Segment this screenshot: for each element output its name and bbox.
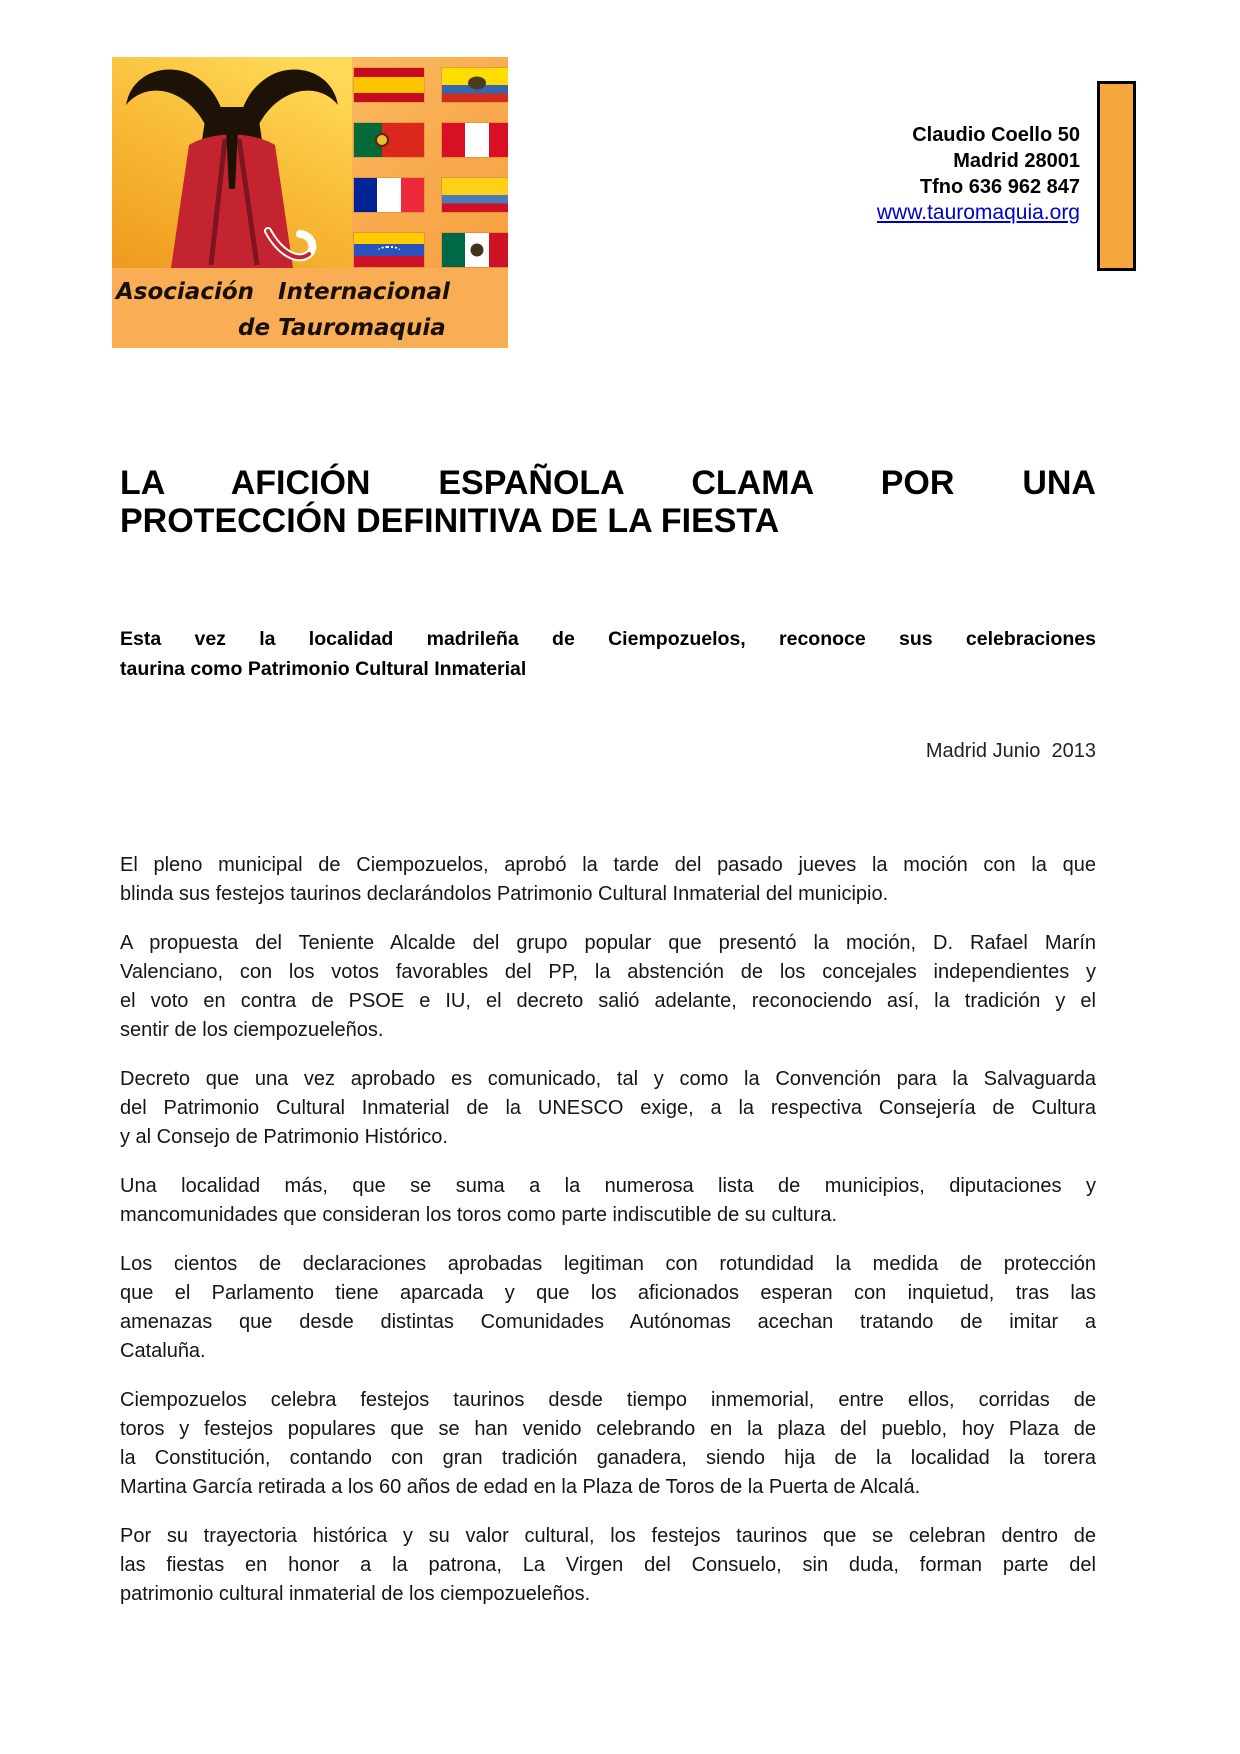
paragraph-line: que el Parlamento tiene aparcada y que los aficionados esperan con inquietud, tras las: [120, 1282, 1096, 1304]
paragraph-line: A propuesta del Teniente Alcalde del grupo popular que presentó la moción, D. Rafael Marín: [120, 932, 1096, 954]
paragraph: [120, 1250, 1096, 1366]
body-paragraphs: [120, 851, 1096, 1629]
paragraph-line: el voto en contra de PSOE e IU, el decreto salió adelante, reconociendo así, la tradición y el: [120, 990, 1096, 1012]
bull-cape-logo: [112, 57, 352, 268]
paragraph-line: El pleno municipal de Ciempozuelos, aprobó la tarde del pasado jueves la moción con la que: [120, 854, 1096, 876]
paragraph-line: Por su trayectoria histórica y su valor cultural, los festejos taurinos que se celebran dentro de: [120, 1525, 1096, 1547]
org-name-line2: de Tauromaquia: [238, 315, 446, 341]
bull-icon: [112, 57, 352, 268]
paragraph-line: Una localidad más, que se suma a la numerosa lista de municipios, diputaciones y: [120, 1175, 1096, 1197]
dateline: Madrid Junio 2013: [925, 740, 1096, 762]
title-line1: LA AFICIÓN ESPAÑOLA CLAMA POR UNA: [120, 464, 1096, 502]
paragraph-line: la Constitución, contando con gran tradición ganadera, siendo hija de la localidad la torera: [120, 1447, 1096, 1469]
paragraph-line: sentir de los ciempozueleños.: [120, 1019, 384, 1041]
paragraph-line: blinda sus festejos taurinos declarándolos Patrimonio Cultural Inmaterial del municipio.: [120, 883, 889, 905]
paragraph-line: Martina García retirada a los 60 años de edad en la Plaza de Toros de la Puerta de Alcalá.: [120, 1476, 921, 1498]
logo-image: [112, 57, 508, 268]
contact-phone: Tfno 636 962 847: [919, 176, 1080, 198]
paragraph-line: del Patrimonio Cultural Inmaterial de la UNESCO exige, a la respectiva Consejería de Cultura: [120, 1097, 1096, 1119]
paragraph-line: toros y festejos populares que se han venido celebrando en la plaza del pueblo, hoy Plaza de: [120, 1418, 1096, 1440]
mexico-flag-icon: [442, 233, 508, 267]
title-line2: PROTECCIÓN DEFINITIVA DE LA FIESTA: [120, 502, 780, 540]
portugal-flag-icon: [354, 123, 424, 157]
peru-flag-icon: [442, 123, 508, 157]
paragraph: [120, 1172, 1096, 1230]
venezuela-flag-icon: [354, 233, 424, 267]
association-logo: [112, 57, 508, 348]
org-name-line1: Asociación Internacional: [116, 279, 450, 305]
paragraph-line: patrimonio cultural inmaterial de los ciempozueleños.: [120, 1583, 591, 1605]
paragraph-line: Los cientos de declaraciones aprobadas legitiman con rotundidad la medida de protección: [120, 1253, 1096, 1275]
accent-bar: [1097, 81, 1136, 271]
paragraph: [120, 929, 1096, 1045]
paragraph-line: mancomunidades que consideran los toros como parte indiscutible de su cultura.: [120, 1204, 838, 1226]
paragraph-line: las fiestas en honor a la patrona, La Virgen del Consuelo, sin duda, forman parte del: [120, 1554, 1096, 1576]
paragraph-line: Valenciano, con los votos favorables del PP, la abstención de los concejales independientes y: [120, 961, 1096, 983]
paragraph-line: y al Consejo de Patrimonio Histórico.: [120, 1126, 448, 1148]
subtitle-line2: taurina como Patrimonio Cultural Inmaterial: [120, 658, 527, 680]
ecuador-flag-icon: [442, 68, 508, 102]
paragraph-line: Decreto que una vez aprobado es comunicado, tal y como la Convención para la Salvaguarda: [120, 1068, 1096, 1090]
paragraph-line: Cataluña.: [120, 1340, 206, 1362]
paragraph: [120, 1065, 1096, 1152]
spain-flag-icon: [354, 68, 424, 102]
contact-address-line1: Claudio Coello 50: [912, 124, 1080, 146]
website-link[interactable]: www.tauromaquia.org: [876, 201, 1080, 224]
document-subtitle: [120, 624, 1096, 684]
flags-grid: [352, 57, 508, 268]
logo-banner: [112, 268, 508, 348]
contact-block: [877, 122, 1080, 226]
subtitle-line1: Esta vez la localidad madrileña de Ciempozuelos, reconoce sus celebraciones: [120, 628, 1096, 650]
paragraph-line: amenazas que desde distintas Comunidades Autónomas acechan tratando de imitar a: [120, 1311, 1096, 1333]
contact-address-line2: Madrid 28001: [953, 150, 1080, 172]
colombia-flag-icon: [442, 178, 508, 212]
paragraph: [120, 851, 1096, 909]
paragraph: [120, 1522, 1096, 1609]
paragraph-line: Ciempozuelos celebra festejos taurinos desde tiempo inmemorial, entre ellos, corridas de: [120, 1389, 1096, 1411]
document-title: [120, 464, 1096, 540]
france-flag-icon: [354, 178, 424, 212]
paragraph: [120, 1386, 1096, 1502]
